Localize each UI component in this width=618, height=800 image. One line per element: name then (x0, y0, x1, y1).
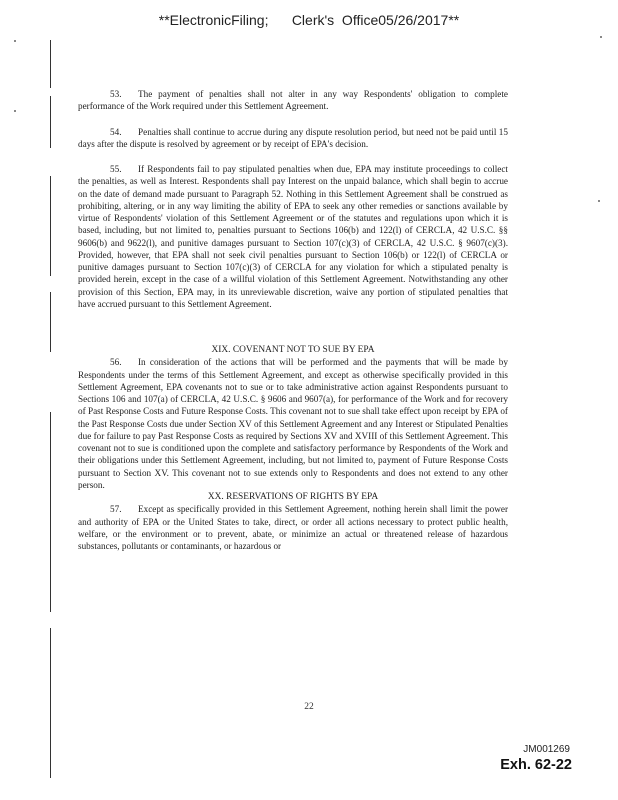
paragraph-number: 57. (110, 504, 122, 515)
paragraph-54 (78, 126, 508, 151)
paragraph-56 (78, 356, 508, 491)
paragraph-53 (78, 88, 508, 113)
page-number: 22 (304, 702, 314, 712)
paragraph-number: 55. (110, 164, 122, 174)
scan-speck (598, 200, 600, 202)
paragraph-55 (78, 163, 508, 310)
paragraph-number: 56. (110, 357, 122, 368)
paragraph-number: 53. (110, 89, 122, 99)
section-heading-xix: XIX. COVENANT NOT TO SUE BY EPA (211, 345, 375, 355)
electronic-filing-header: **ElectronicFiling; Clerk's Office05/26/2017** (158, 12, 460, 28)
margin-line-2 (50, 96, 51, 148)
margin-line-5 (50, 412, 51, 612)
document-body (78, 88, 508, 552)
margin-line-3 (50, 176, 51, 276)
paragraph-text: In consideration of the actions that will be performed and the payments that will be made by Respondents under the terms of this Settlement Agreement, and except as otherwise specifically provided in this Settlement Agreement, EPA covenants not to sue or to take administrative action against Respondents pursuant to Sections 106 and 107(a) of CERCLA, 42 U.S.C. § 9606 and 9607(a), for performance of the Work and for recovery of Past Response Costs and Future Response Costs. This covenant not to sue shall take effect upon receipt by EPA of the Past Response Costs due under Section XV of this Settlement Agreement and any Interest or Stipulated Penalties due for failure to pay Past Response Costs as required by Sections XV and XVIII of this Settlement Agreement. This covenant not to sue is conditioned upon the complete and satisfactory performance by Respondents of the Work and their obligations under this Settlement Agreement, including, but not limited to, payment of Future Response Costs pursuant to Section XV. This covenant not to sue extends only to Respondents and does not extend to any other person. (78, 357, 508, 490)
paragraph-text: Except as specifically provided in this Settlement Agreement, nothing herein shall limit the power and authority of EPA or the United States to take, direct, or order all actions necessary to protect public health, welfare, or the environment or to prevent, abate, or minimize an actual or threatened release of hazardous substances, pollutants or contaminants, or hazardous or (78, 504, 508, 551)
bates-number: JM001269 (523, 744, 570, 755)
scan-speck (14, 40, 16, 42)
paragraph-text: The payment of penalties shall not alter in any way Respondents' obligation to complete performance of the Work required under this Settlement Agreement. (78, 89, 508, 112)
section-heading-xx: XX. RESERVATIONS OF RIGHTS BY EPA (207, 492, 379, 502)
paragraph-57 (78, 503, 508, 552)
scan-speck (14, 110, 16, 112)
margin-line-4 (50, 292, 51, 352)
margin-line-1 (50, 40, 51, 88)
scan-speck (600, 36, 602, 38)
paragraph-text: Penalties shall continue to accrue during any dispute resolution period, but need not be paid until 15 days after the dispute is resolved by agreement or by receipt of EPA's decision. (78, 126, 508, 149)
exhibit-label: Exh. 62-22 (500, 757, 572, 773)
paragraph-number: 54. (110, 126, 122, 137)
paragraph-text: If Respondents fail to pay stipulated penalties when due, EPA may institute proceedings to collect the penalties, as well as Interest. Respondents shall pay Interest on the unpaid balance, which shall begin to accrue on the date of demand made pursuant to Paragraph 52. Nothing in this Settlement Agreement shall be construed as prohibiting, altering, or in any way limiting the ability of EPA to seek any other remedies or sanctions available by virtue of Respondents' violation of this Settlement Agreement or of the statutes and regulations upon which it is based, including, but not limited to, penalties pursuant to Sections 106(b) and 122(l) of CERCLA, 42 U.S.C. §§ 9606(b) and 9622(l), and punitive damages pursuant to Section 107(c)(3) of CERCLA, 42 U.S.C. § 9607(c)(3). Provided, however, that EPA shall not seek civil penalties pursuant to Section 106(b) or 122(l) of CERCLA or punitive damages pursuant to Section 107(c)(3) of CERCLA for any violation for which a stipulated penalty is provided herein, except in the case of a willful violation of this Settlement Agreement. Notwithstanding any other provision of this Section, EPA may, in its unreviewable discretion, waive any portion of stipulated penalties that have accrued pursuant to this Settlement Agreement. (78, 164, 508, 309)
